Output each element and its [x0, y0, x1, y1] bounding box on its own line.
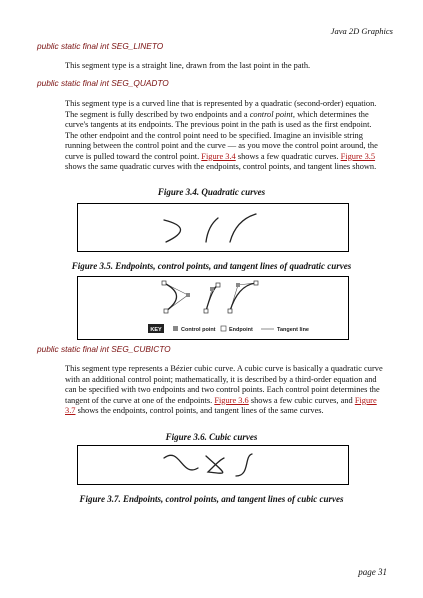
figure-3-6-image: [77, 445, 349, 485]
seg-cubicto-signature: public static final int SEG_CUBICTO: [37, 344, 171, 354]
figure-3-6-link[interactable]: Figure 3.6: [214, 395, 249, 405]
cubicto-text-1: This segment type represents a Bézier cubic curve. A cubic curve is basically a quadratic curve with an additional control point; mathematically, it is described by a third-order equation and can be specified with two endpoints and two control points. Each control point determines the tangent of the curve at one of the endpoints.: [65, 364, 383, 405]
seg-lineto-description: This segment type is a straight line, drawn from the last point in the path.: [65, 61, 311, 70]
endpoint-marker: [254, 281, 258, 285]
endpoint-marker: [228, 309, 232, 313]
cubicto-text-2: shows a few cubic curves, and: [248, 395, 355, 405]
cubic-curve-3: [236, 454, 252, 476]
quadratic-curve-3: [230, 214, 256, 242]
endpoint-marker: [204, 309, 208, 313]
cubicto-text-3: shows the endpoints, control points, and tangent lines of the same curves.: [75, 406, 324, 415]
running-header: Java 2D Graphics: [330, 26, 393, 36]
quadto-text-2: , which determines the curve's tangents at its endpoints. The previous point in the path is used as the first endpoint. The other endpoint and the control point need to be specified. Imagine an invisible string running between the control point and the curve — as you move the control point around, the curve is pulled toward the control point.: [65, 109, 378, 161]
tangent-lines-3: [230, 283, 256, 311]
seg-cubicto-description: [65, 364, 383, 417]
quadratic-curves-drawing: [78, 204, 348, 251]
seg-quadto-description: [65, 99, 383, 173]
page-number: page 31: [358, 567, 387, 577]
figure-3-7-link[interactable]: Figure 3.7: [65, 395, 377, 415]
cubic-curve-1: [164, 455, 198, 470]
cubic-curve-2: [206, 456, 224, 473]
control-point-marker: [210, 287, 214, 291]
quadto-text-4: shows the same quadratic curves with the endpoints, control points, and tangent lines shown.: [65, 162, 377, 171]
legend-endpoint-swatch: [221, 326, 226, 331]
control-point-marker: [236, 283, 240, 287]
legend-control-label: Control point: [181, 327, 216, 333]
figure-3-6-caption: Figure 3.6. Cubic curves: [165, 432, 258, 442]
seg-lineto-signature: public static final int SEG_LINETO: [37, 41, 164, 51]
legend-control-swatch: [173, 326, 178, 331]
quadratic-curve-2: [206, 218, 218, 242]
figure-3-4-caption: Figure 3.4. Quadratic curves: [157, 187, 266, 197]
quadratic-curve-1: [164, 283, 177, 311]
quadto-text-3: shows a few quadratic curves.: [235, 151, 341, 161]
legend-key-label: KEY: [150, 327, 162, 333]
endpoint-marker: [216, 283, 220, 287]
cubic-curves-drawing: [78, 446, 348, 484]
figure-3-7-caption: Figure 3.7. Endpoints, control points, and tangent lines of cubic curves: [79, 494, 344, 504]
quadratic-curve-3: [230, 283, 256, 311]
quadratic-control-points-drawing: [78, 277, 348, 339]
endpoint-marker: [164, 309, 168, 313]
quadto-text-1: This segment type is a curved line that is represented by a quadratic (second-order) equation. The segment is fully described by two endpoints and a: [65, 99, 377, 119]
legend-endpoint-label: Endpoint: [229, 327, 253, 333]
control-point-term: control point: [249, 109, 293, 119]
figure-3-5-link[interactable]: Figure 3.5: [340, 151, 376, 161]
endpoint-marker: [162, 281, 166, 285]
figure-3-4-link[interactable]: Figure 3.4: [201, 151, 236, 161]
seg-quadto-signature: public static final int SEG_QUADTO: [37, 78, 169, 88]
legend-tangent-label: Tangent line: [277, 327, 309, 333]
figure-3-4-image: [77, 203, 349, 252]
figure-3-5-image: [77, 276, 349, 340]
control-point-marker: [186, 293, 190, 297]
figure-3-5-caption: Figure 3.5. Endpoints, control points, and tangent lines of quadratic curves: [71, 261, 352, 271]
quadratic-curve-1: [164, 220, 181, 242]
